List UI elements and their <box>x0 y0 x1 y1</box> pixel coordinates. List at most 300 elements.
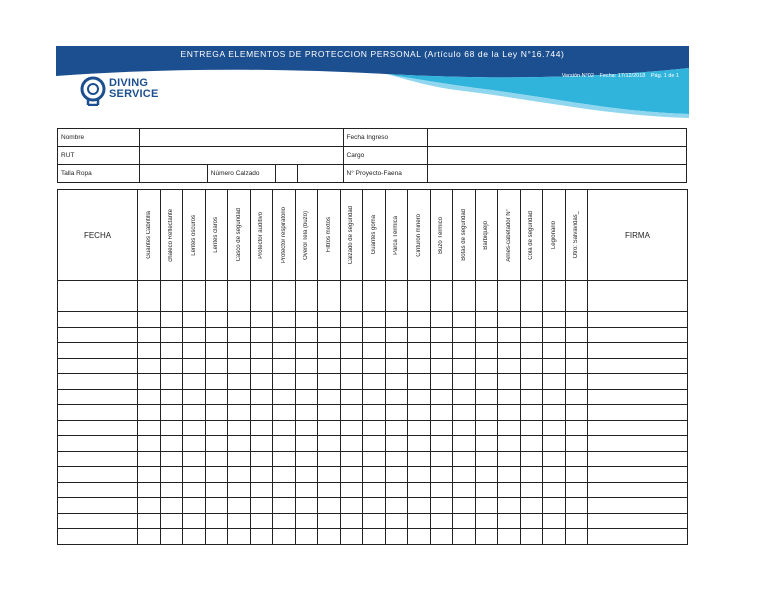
ppe-check-cell[interactable] <box>453 420 476 436</box>
ppe-check-cell[interactable] <box>385 420 408 436</box>
ppe-check-cell[interactable] <box>295 312 318 328</box>
ppe-check-cell[interactable] <box>250 482 273 498</box>
ppe-check-cell[interactable] <box>565 327 588 343</box>
ppe-check-cell[interactable] <box>363 513 386 529</box>
ppe-check-cell[interactable] <box>160 327 183 343</box>
ppe-check-cell[interactable] <box>205 358 228 374</box>
ppe-check-cell[interactable] <box>160 374 183 390</box>
ppe-check-cell[interactable] <box>250 374 273 390</box>
ppe-check-cell[interactable] <box>565 343 588 359</box>
ppe-check-cell[interactable] <box>228 281 251 312</box>
fecha-cell[interactable] <box>58 513 138 529</box>
ppe-check-cell[interactable] <box>318 420 341 436</box>
ppe-check-cell[interactable] <box>565 420 588 436</box>
ppe-check-cell[interactable] <box>183 467 206 483</box>
ppe-check-cell[interactable] <box>160 482 183 498</box>
ppe-check-cell[interactable] <box>318 451 341 467</box>
ppe-check-cell[interactable] <box>295 281 318 312</box>
ppe-check-cell[interactable] <box>295 389 318 405</box>
ppe-check-cell[interactable] <box>363 405 386 421</box>
ppe-check-cell[interactable] <box>498 343 521 359</box>
firma-cell[interactable] <box>588 389 688 405</box>
ppe-check-cell[interactable] <box>475 312 498 328</box>
ppe-check-cell[interactable] <box>138 312 161 328</box>
ppe-check-cell[interactable] <box>340 389 363 405</box>
ppe-check-cell[interactable] <box>408 405 431 421</box>
ppe-check-cell[interactable] <box>475 482 498 498</box>
firma-cell[interactable] <box>588 374 688 390</box>
ppe-check-cell[interactable] <box>183 343 206 359</box>
fecha-cell[interactable] <box>58 389 138 405</box>
ppe-check-cell[interactable] <box>273 467 296 483</box>
ppe-check-cell[interactable] <box>363 389 386 405</box>
fecha-cell[interactable] <box>58 420 138 436</box>
ppe-check-cell[interactable] <box>543 358 566 374</box>
firma-cell[interactable] <box>588 358 688 374</box>
ppe-check-cell[interactable] <box>565 358 588 374</box>
ppe-check-cell[interactable] <box>430 436 453 452</box>
ppe-check-cell[interactable] <box>408 529 431 545</box>
ppe-check-cell[interactable] <box>183 436 206 452</box>
ppe-check-cell[interactable] <box>160 405 183 421</box>
firma-cell[interactable] <box>588 498 688 514</box>
ppe-check-cell[interactable] <box>543 281 566 312</box>
ppe-check-cell[interactable] <box>295 529 318 545</box>
ppe-check-cell[interactable] <box>475 513 498 529</box>
ppe-check-cell[interactable] <box>273 529 296 545</box>
ppe-check-cell[interactable] <box>475 420 498 436</box>
ppe-check-cell[interactable] <box>430 358 453 374</box>
firma-cell[interactable] <box>588 529 688 545</box>
ppe-check-cell[interactable] <box>385 529 408 545</box>
ppe-check-cell[interactable] <box>228 451 251 467</box>
ppe-check-cell[interactable] <box>273 327 296 343</box>
ppe-check-cell[interactable] <box>363 498 386 514</box>
ppe-check-cell[interactable] <box>430 312 453 328</box>
ppe-check-cell[interactable] <box>295 405 318 421</box>
ppe-check-cell[interactable] <box>183 327 206 343</box>
ppe-check-cell[interactable] <box>228 482 251 498</box>
ppe-check-cell[interactable] <box>520 389 543 405</box>
ppe-check-cell[interactable] <box>385 389 408 405</box>
ppe-check-cell[interactable] <box>363 451 386 467</box>
ppe-check-cell[interactable] <box>543 405 566 421</box>
ppe-check-cell[interactable] <box>408 327 431 343</box>
ppe-check-cell[interactable] <box>453 498 476 514</box>
ppe-check-cell[interactable] <box>340 358 363 374</box>
ppe-check-cell[interactable] <box>273 281 296 312</box>
ppe-check-cell[interactable] <box>228 358 251 374</box>
ppe-check-cell[interactable] <box>498 389 521 405</box>
ppe-check-cell[interactable] <box>250 389 273 405</box>
ppe-check-cell[interactable] <box>408 513 431 529</box>
ppe-check-cell[interactable] <box>250 436 273 452</box>
talla-ropa-field[interactable] <box>139 165 207 183</box>
ppe-check-cell[interactable] <box>295 420 318 436</box>
ppe-check-cell[interactable] <box>565 436 588 452</box>
ppe-check-cell[interactable] <box>498 405 521 421</box>
ppe-check-cell[interactable] <box>295 358 318 374</box>
ppe-check-cell[interactable] <box>543 343 566 359</box>
ppe-check-cell[interactable] <box>385 281 408 312</box>
ppe-check-cell[interactable] <box>228 327 251 343</box>
ppe-check-cell[interactable] <box>183 482 206 498</box>
ppe-check-cell[interactable] <box>430 343 453 359</box>
ppe-check-cell[interactable] <box>475 498 498 514</box>
ppe-check-cell[interactable] <box>228 420 251 436</box>
ppe-check-cell[interactable] <box>385 513 408 529</box>
ppe-check-cell[interactable] <box>250 405 273 421</box>
fecha-cell[interactable] <box>58 405 138 421</box>
ppe-check-cell[interactable] <box>498 498 521 514</box>
ppe-check-cell[interactable] <box>250 529 273 545</box>
ppe-check-cell[interactable] <box>183 281 206 312</box>
fecha-cell[interactable] <box>58 327 138 343</box>
ppe-check-cell[interactable] <box>453 312 476 328</box>
ppe-check-cell[interactable] <box>543 529 566 545</box>
ppe-check-cell[interactable] <box>273 420 296 436</box>
ppe-check-cell[interactable] <box>138 529 161 545</box>
ppe-check-cell[interactable] <box>295 343 318 359</box>
ppe-check-cell[interactable] <box>498 467 521 483</box>
ppe-check-cell[interactable] <box>340 482 363 498</box>
nombre-field[interactable] <box>139 129 343 147</box>
ppe-check-cell[interactable] <box>228 374 251 390</box>
ppe-check-cell[interactable] <box>138 327 161 343</box>
ppe-check-cell[interactable] <box>520 451 543 467</box>
ppe-check-cell[interactable] <box>475 374 498 390</box>
ppe-check-cell[interactable] <box>498 529 521 545</box>
ppe-check-cell[interactable] <box>183 420 206 436</box>
ppe-check-cell[interactable] <box>565 451 588 467</box>
ppe-check-cell[interactable] <box>430 498 453 514</box>
ppe-check-cell[interactable] <box>498 374 521 390</box>
ppe-check-cell[interactable] <box>543 420 566 436</box>
ppe-check-cell[interactable] <box>430 281 453 312</box>
ppe-check-cell[interactable] <box>475 451 498 467</box>
ppe-check-cell[interactable] <box>453 451 476 467</box>
ppe-check-cell[interactable] <box>183 312 206 328</box>
ppe-check-cell[interactable] <box>520 529 543 545</box>
ppe-check-cell[interactable] <box>565 312 588 328</box>
ppe-check-cell[interactable] <box>228 389 251 405</box>
ppe-check-cell[interactable] <box>453 343 476 359</box>
ppe-check-cell[interactable] <box>250 312 273 328</box>
ppe-check-cell[interactable] <box>520 436 543 452</box>
ppe-check-cell[interactable] <box>363 436 386 452</box>
ppe-check-cell[interactable] <box>183 374 206 390</box>
ppe-check-cell[interactable] <box>543 451 566 467</box>
ppe-check-cell[interactable] <box>475 436 498 452</box>
ppe-check-cell[interactable] <box>138 436 161 452</box>
ppe-check-cell[interactable] <box>408 436 431 452</box>
ppe-check-cell[interactable] <box>183 405 206 421</box>
proyecto-faena-field[interactable] <box>428 165 687 183</box>
ppe-check-cell[interactable] <box>340 281 363 312</box>
ppe-check-cell[interactable] <box>430 405 453 421</box>
ppe-check-cell[interactable] <box>205 405 228 421</box>
ppe-check-cell[interactable] <box>453 327 476 343</box>
ppe-check-cell[interactable] <box>228 498 251 514</box>
ppe-check-cell[interactable] <box>295 482 318 498</box>
ppe-check-cell[interactable] <box>273 312 296 328</box>
ppe-check-cell[interactable] <box>318 281 341 312</box>
ppe-check-cell[interactable] <box>340 513 363 529</box>
ppe-check-cell[interactable] <box>385 467 408 483</box>
ppe-check-cell[interactable] <box>363 529 386 545</box>
ppe-check-cell[interactable] <box>138 374 161 390</box>
fecha-cell[interactable] <box>58 343 138 359</box>
ppe-check-cell[interactable] <box>205 498 228 514</box>
ppe-check-cell[interactable] <box>183 389 206 405</box>
ppe-check-cell[interactable] <box>363 281 386 312</box>
ppe-check-cell[interactable] <box>138 513 161 529</box>
ppe-check-cell[interactable] <box>340 312 363 328</box>
ppe-check-cell[interactable] <box>475 343 498 359</box>
ppe-check-cell[interactable] <box>205 374 228 390</box>
ppe-check-cell[interactable] <box>205 436 228 452</box>
ppe-check-cell[interactable] <box>250 420 273 436</box>
ppe-check-cell[interactable] <box>385 498 408 514</box>
ppe-check-cell[interactable] <box>430 327 453 343</box>
ppe-check-cell[interactable] <box>520 467 543 483</box>
ppe-check-cell[interactable] <box>340 498 363 514</box>
ppe-check-cell[interactable] <box>453 281 476 312</box>
ppe-check-cell[interactable] <box>250 358 273 374</box>
firma-cell[interactable] <box>588 281 688 312</box>
ppe-check-cell[interactable] <box>205 343 228 359</box>
ppe-check-cell[interactable] <box>543 482 566 498</box>
ppe-check-cell[interactable] <box>273 389 296 405</box>
ppe-check-cell[interactable] <box>318 467 341 483</box>
ppe-check-cell[interactable] <box>520 405 543 421</box>
ppe-check-cell[interactable] <box>273 343 296 359</box>
fecha-cell[interactable] <box>58 374 138 390</box>
ppe-check-cell[interactable] <box>160 281 183 312</box>
ppe-check-cell[interactable] <box>520 513 543 529</box>
ppe-check-cell[interactable] <box>160 529 183 545</box>
ppe-check-cell[interactable] <box>543 498 566 514</box>
ppe-check-cell[interactable] <box>205 513 228 529</box>
ppe-check-cell[interactable] <box>160 420 183 436</box>
ppe-check-cell[interactable] <box>250 498 273 514</box>
ppe-check-cell[interactable] <box>363 358 386 374</box>
ppe-check-cell[interactable] <box>453 529 476 545</box>
ppe-check-cell[interactable] <box>385 343 408 359</box>
ppe-check-cell[interactable] <box>273 498 296 514</box>
ppe-check-cell[interactable] <box>408 312 431 328</box>
ppe-check-cell[interactable] <box>295 451 318 467</box>
ppe-check-cell[interactable] <box>340 405 363 421</box>
ppe-check-cell[interactable] <box>498 358 521 374</box>
ppe-check-cell[interactable] <box>565 482 588 498</box>
ppe-check-cell[interactable] <box>520 327 543 343</box>
ppe-check-cell[interactable] <box>205 529 228 545</box>
ppe-check-cell[interactable] <box>160 312 183 328</box>
ppe-check-cell[interactable] <box>295 436 318 452</box>
ppe-check-cell[interactable] <box>385 374 408 390</box>
cargo-field[interactable] <box>428 147 687 165</box>
fecha-cell[interactable] <box>58 498 138 514</box>
ppe-check-cell[interactable] <box>363 312 386 328</box>
rut-field[interactable] <box>139 147 343 165</box>
ppe-check-cell[interactable] <box>340 420 363 436</box>
ppe-check-cell[interactable] <box>565 498 588 514</box>
ppe-check-cell[interactable] <box>543 436 566 452</box>
ppe-check-cell[interactable] <box>520 281 543 312</box>
ppe-check-cell[interactable] <box>453 467 476 483</box>
ppe-check-cell[interactable] <box>385 482 408 498</box>
ppe-check-cell[interactable] <box>475 405 498 421</box>
ppe-check-cell[interactable] <box>205 389 228 405</box>
ppe-check-cell[interactable] <box>520 482 543 498</box>
ppe-check-cell[interactable] <box>205 451 228 467</box>
ppe-check-cell[interactable] <box>453 358 476 374</box>
ppe-check-cell[interactable] <box>385 436 408 452</box>
ppe-check-cell[interactable] <box>408 482 431 498</box>
ppe-check-cell[interactable] <box>138 389 161 405</box>
ppe-check-cell[interactable] <box>453 374 476 390</box>
numero-calzado-field[interactable] <box>275 165 297 183</box>
ppe-check-cell[interactable] <box>340 436 363 452</box>
ppe-check-cell[interactable] <box>498 327 521 343</box>
ppe-check-cell[interactable] <box>408 389 431 405</box>
ppe-check-cell[interactable] <box>295 374 318 390</box>
ppe-check-cell[interactable] <box>565 529 588 545</box>
ppe-check-cell[interactable] <box>273 451 296 467</box>
ppe-check-cell[interactable] <box>138 498 161 514</box>
ppe-check-cell[interactable] <box>205 281 228 312</box>
ppe-check-cell[interactable] <box>565 281 588 312</box>
ppe-check-cell[interactable] <box>520 498 543 514</box>
fecha-cell[interactable] <box>58 451 138 467</box>
ppe-check-cell[interactable] <box>340 467 363 483</box>
ppe-check-cell[interactable] <box>498 312 521 328</box>
ppe-check-cell[interactable] <box>318 405 341 421</box>
ppe-check-cell[interactable] <box>228 436 251 452</box>
fecha-cell[interactable] <box>58 467 138 483</box>
ppe-check-cell[interactable] <box>565 467 588 483</box>
ppe-check-cell[interactable] <box>273 513 296 529</box>
ppe-check-cell[interactable] <box>385 405 408 421</box>
ppe-check-cell[interactable] <box>408 498 431 514</box>
ppe-check-cell[interactable] <box>138 420 161 436</box>
ppe-check-cell[interactable] <box>543 513 566 529</box>
ppe-check-cell[interactable] <box>453 436 476 452</box>
ppe-check-cell[interactable] <box>318 312 341 328</box>
ppe-check-cell[interactable] <box>475 529 498 545</box>
ppe-check-cell[interactable] <box>138 405 161 421</box>
fecha-cell[interactable] <box>58 482 138 498</box>
ppe-check-cell[interactable] <box>408 420 431 436</box>
fecha-cell[interactable] <box>58 436 138 452</box>
ppe-check-cell[interactable] <box>183 451 206 467</box>
firma-cell[interactable] <box>588 451 688 467</box>
firma-cell[interactable] <box>588 467 688 483</box>
ppe-check-cell[interactable] <box>430 420 453 436</box>
ppe-check-cell[interactable] <box>408 358 431 374</box>
fecha-cell[interactable] <box>58 529 138 545</box>
ppe-check-cell[interactable] <box>138 482 161 498</box>
ppe-check-cell[interactable] <box>363 467 386 483</box>
ppe-check-cell[interactable] <box>363 327 386 343</box>
ppe-check-cell[interactable] <box>340 327 363 343</box>
ppe-check-cell[interactable] <box>228 312 251 328</box>
ppe-check-cell[interactable] <box>318 513 341 529</box>
ppe-check-cell[interactable] <box>250 281 273 312</box>
ppe-check-cell[interactable] <box>318 482 341 498</box>
ppe-check-cell[interactable] <box>138 358 161 374</box>
ppe-check-cell[interactable] <box>453 513 476 529</box>
ppe-check-cell[interactable] <box>273 436 296 452</box>
ppe-check-cell[interactable] <box>205 327 228 343</box>
ppe-check-cell[interactable] <box>138 467 161 483</box>
ppe-check-cell[interactable] <box>453 482 476 498</box>
ppe-check-cell[interactable] <box>408 281 431 312</box>
ppe-check-cell[interactable] <box>295 327 318 343</box>
ppe-check-cell[interactable] <box>565 374 588 390</box>
fecha-cell[interactable] <box>58 312 138 328</box>
ppe-check-cell[interactable] <box>520 358 543 374</box>
ppe-check-cell[interactable] <box>498 451 521 467</box>
ppe-check-cell[interactable] <box>475 327 498 343</box>
ppe-check-cell[interactable] <box>160 451 183 467</box>
ppe-check-cell[interactable] <box>183 529 206 545</box>
ppe-check-cell[interactable] <box>385 451 408 467</box>
ppe-check-cell[interactable] <box>205 482 228 498</box>
firma-cell[interactable] <box>588 482 688 498</box>
ppe-check-cell[interactable] <box>318 529 341 545</box>
fecha-cell[interactable] <box>58 358 138 374</box>
ppe-check-cell[interactable] <box>250 467 273 483</box>
ppe-check-cell[interactable] <box>318 498 341 514</box>
ppe-check-cell[interactable] <box>408 451 431 467</box>
ppe-check-cell[interactable] <box>543 467 566 483</box>
ppe-check-cell[interactable] <box>160 498 183 514</box>
ppe-check-cell[interactable] <box>273 374 296 390</box>
ppe-check-cell[interactable] <box>453 389 476 405</box>
ppe-check-cell[interactable] <box>475 467 498 483</box>
ppe-check-cell[interactable] <box>430 389 453 405</box>
firma-cell[interactable] <box>588 436 688 452</box>
ppe-check-cell[interactable] <box>543 312 566 328</box>
firma-cell[interactable] <box>588 513 688 529</box>
ppe-check-cell[interactable] <box>475 281 498 312</box>
ppe-check-cell[interactable] <box>430 374 453 390</box>
ppe-check-cell[interactable] <box>363 343 386 359</box>
firma-cell[interactable] <box>588 312 688 328</box>
ppe-check-cell[interactable] <box>543 389 566 405</box>
ppe-check-cell[interactable] <box>363 420 386 436</box>
ppe-check-cell[interactable] <box>498 281 521 312</box>
ppe-check-cell[interactable] <box>340 451 363 467</box>
ppe-check-cell[interactable] <box>430 467 453 483</box>
ppe-check-cell[interactable] <box>273 358 296 374</box>
ppe-check-cell[interactable] <box>340 529 363 545</box>
ppe-check-cell[interactable] <box>475 358 498 374</box>
ppe-check-cell[interactable] <box>318 358 341 374</box>
ppe-check-cell[interactable] <box>498 513 521 529</box>
ppe-check-cell[interactable] <box>565 405 588 421</box>
ppe-check-cell[interactable] <box>430 451 453 467</box>
ppe-check-cell[interactable] <box>498 482 521 498</box>
ppe-check-cell[interactable] <box>385 327 408 343</box>
ppe-check-cell[interactable] <box>205 312 228 328</box>
ppe-check-cell[interactable] <box>520 374 543 390</box>
ppe-check-cell[interactable] <box>160 389 183 405</box>
ppe-check-cell[interactable] <box>520 312 543 328</box>
ppe-check-cell[interactable] <box>160 513 183 529</box>
